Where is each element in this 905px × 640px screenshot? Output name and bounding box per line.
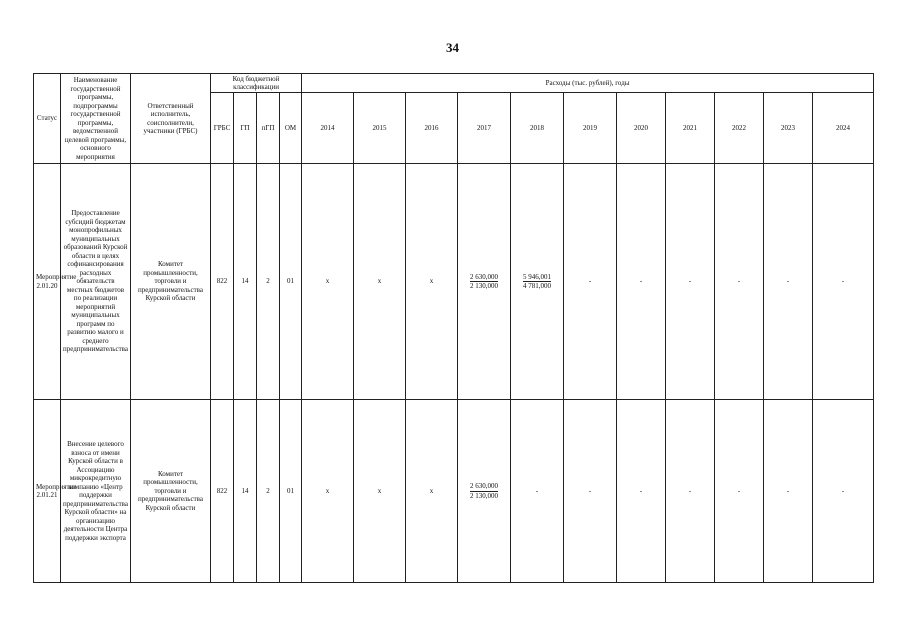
- row-value: [764, 400, 813, 583]
- row-value: [302, 164, 354, 400]
- value-top: -: [786, 277, 790, 286]
- row-code-gp: 14: [234, 400, 257, 583]
- value-top: -: [535, 486, 539, 495]
- row-value: [406, 164, 458, 400]
- value-top: -: [639, 277, 643, 286]
- row-status: Мероприятие 2.01.21: [34, 400, 61, 583]
- row-code-gp: 14: [234, 164, 257, 400]
- table-row: [34, 400, 874, 583]
- row-value: [458, 400, 511, 583]
- budget-table: [33, 73, 874, 583]
- value-top: х: [429, 486, 434, 495]
- header-year: 2017: [458, 93, 511, 164]
- row-value: [511, 164, 564, 400]
- row-value: [354, 400, 406, 583]
- header-code-pgp: пГП: [257, 93, 280, 164]
- header-responsible: Ответственный исполнитель, соисполнители, участники (ГРБС): [131, 74, 211, 164]
- header-year: 2019: [564, 93, 617, 164]
- value-top: 5 946,001: [523, 272, 552, 281]
- header-year: 2020: [617, 93, 666, 164]
- row-code-grbs: 822: [211, 400, 234, 583]
- row-value: [715, 164, 764, 400]
- value-top: -: [841, 486, 845, 495]
- value-top: -: [841, 277, 845, 286]
- row-value: [813, 400, 874, 583]
- row-responsible: Комитет промышленности, торговли и предпринимательства Курской области: [131, 164, 211, 400]
- value-top: -: [688, 486, 692, 495]
- row-value: [564, 164, 617, 400]
- value-bottom: 4 781,000: [523, 282, 552, 290]
- value-top: х: [429, 277, 434, 286]
- row-value: [458, 164, 511, 400]
- row-value: [617, 400, 666, 583]
- header-code-grbs: ГРБС: [211, 93, 234, 164]
- value-top: -: [737, 486, 741, 495]
- header-code-gp: ГП: [234, 93, 257, 164]
- header-status: Статус: [34, 74, 61, 164]
- row-name: Внесение целевого взноса от имени Курской области в Ассоциацию микрокредитную компанию «Центр поддержки предпринимательства Курской области» на организацию деятельности Центра поддержки экспорта: [61, 400, 131, 583]
- table-row: [34, 164, 874, 400]
- row-status: Мероприятие 2.01.20: [34, 164, 61, 400]
- header-budget-code: Код бюджетной классификации: [211, 74, 302, 93]
- header-code-om: ОМ: [280, 93, 302, 164]
- header-year: 2018: [511, 93, 564, 164]
- value-top: -: [639, 486, 643, 495]
- row-value: [764, 164, 813, 400]
- row-name: Предоставление субсидий бюджетам монопрофильных муниципальных образований Курской области в целях софинансирования расходных обязательств местных бюджетов по реализации мероприятий муниципальных программ по развитию малого и среднего предпринимательства: [61, 164, 131, 400]
- value-bottom: 2 130,000: [470, 491, 499, 500]
- value-top: 2 630,000: [470, 482, 499, 490]
- row-value: [666, 400, 715, 583]
- row-value: [511, 400, 564, 583]
- row-code-pgp: 2: [257, 164, 280, 400]
- row-value: [715, 400, 764, 583]
- value-top: -: [588, 277, 592, 286]
- value-top: -: [737, 277, 741, 286]
- row-value: [813, 164, 874, 400]
- row-code-grbs: 822: [211, 164, 234, 400]
- header-year: 2024: [813, 93, 874, 164]
- value-top: х: [325, 486, 330, 495]
- header-year: 2016: [406, 93, 458, 164]
- row-value: [617, 164, 666, 400]
- value-bottom: 2 130,000: [470, 282, 499, 290]
- value-top: х: [325, 277, 330, 286]
- row-responsible: Комитет промышленности, торговли и предпринимательства Курской области: [131, 400, 211, 583]
- row-value: [666, 164, 715, 400]
- value-top: х: [377, 486, 382, 495]
- row-value: [354, 164, 406, 400]
- value-top: -: [588, 486, 592, 495]
- value-top: -: [688, 277, 692, 286]
- row-code-pgp: 2: [257, 400, 280, 583]
- row-value: [302, 400, 354, 583]
- header-expenses: Расходы (тыс. рублей), годы: [302, 74, 874, 93]
- header-year: 2023: [764, 93, 813, 164]
- row-code-om: 01: [280, 164, 302, 400]
- row-value: [406, 400, 458, 583]
- row-code-om: 01: [280, 400, 302, 583]
- value-top: 2 630,000: [470, 272, 499, 281]
- header-year: 2015: [354, 93, 406, 164]
- header-year: 2022: [715, 93, 764, 164]
- row-value: [564, 400, 617, 583]
- value-top: х: [377, 277, 382, 286]
- header-year: 2021: [666, 93, 715, 164]
- header-program-name: Наименование государственной программы, подпрограммы государственной программы, ведомственной целевой программы, основного мероприятия: [61, 74, 131, 164]
- value-top: -: [786, 486, 790, 495]
- page-number: 34: [446, 40, 459, 55]
- header-year: 2014: [302, 93, 354, 164]
